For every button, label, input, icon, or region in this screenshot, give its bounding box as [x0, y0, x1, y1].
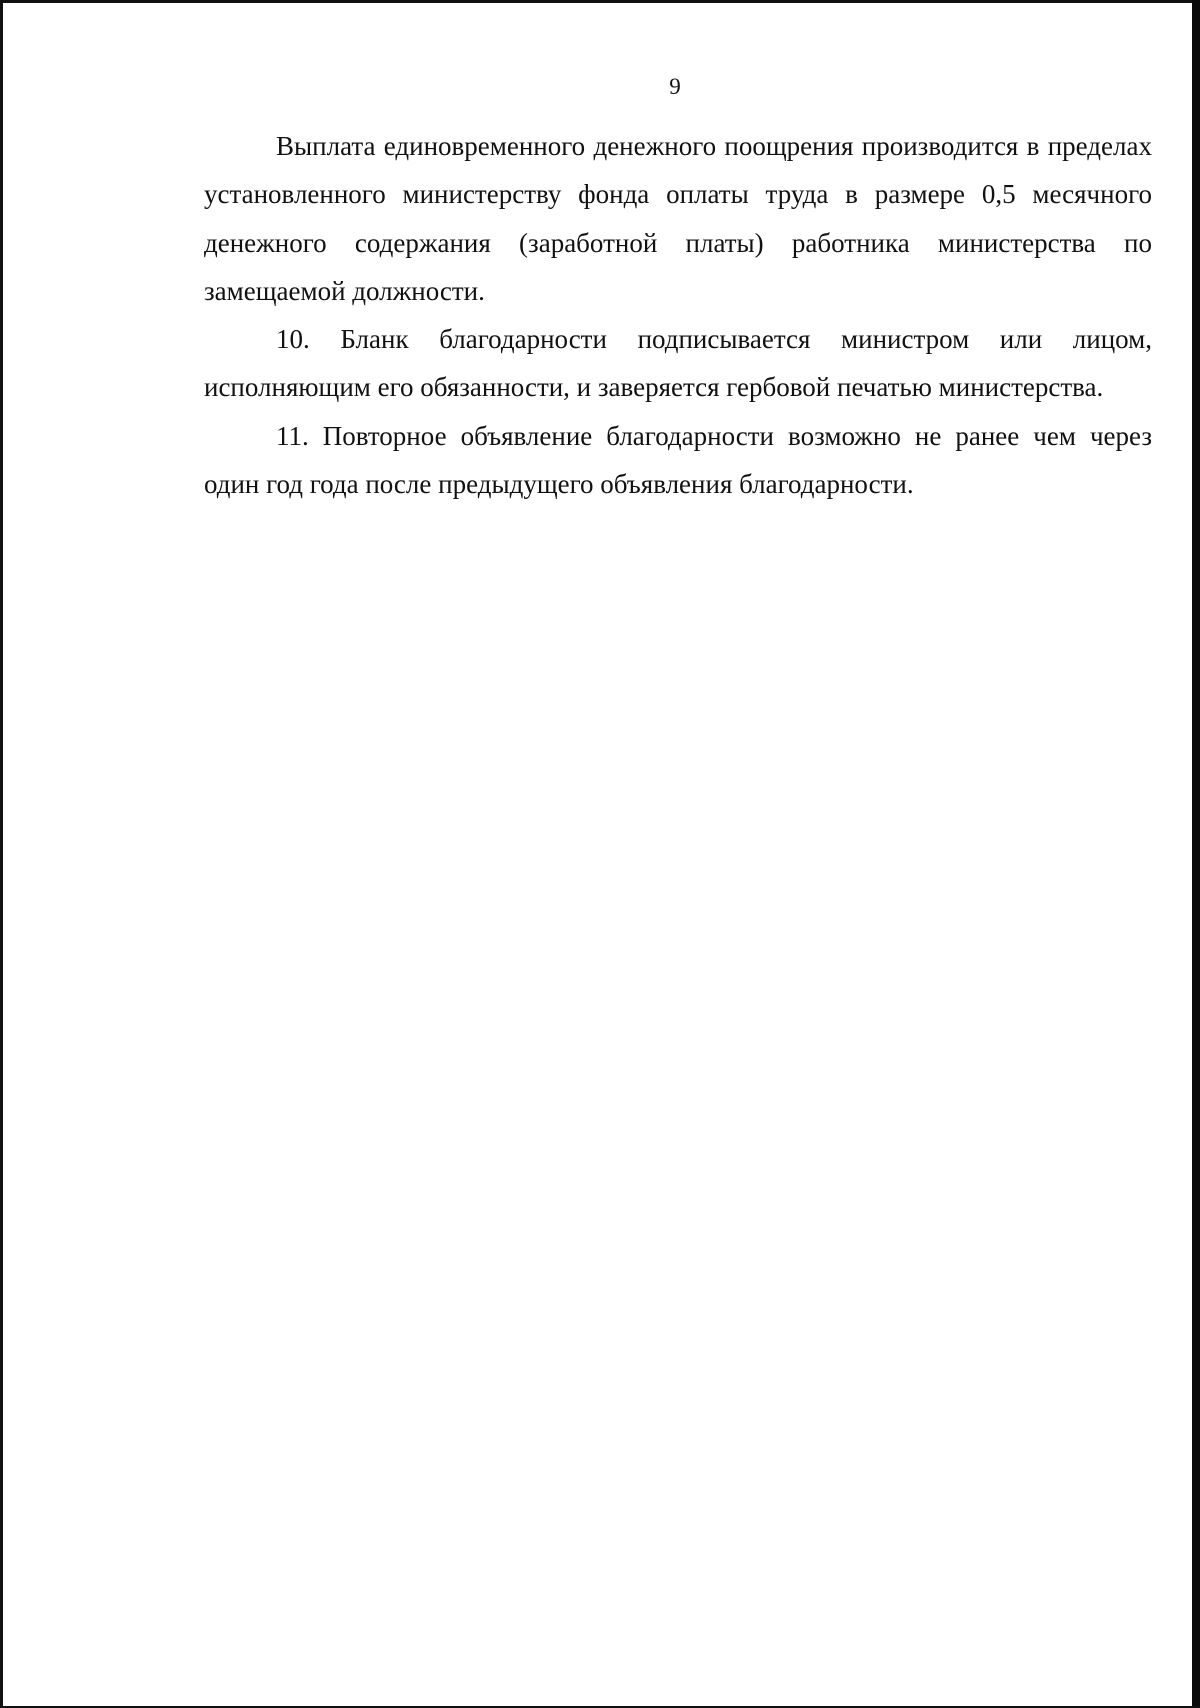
scan-border-right — [1192, 0, 1200, 1708]
scan-border-top — [0, 0, 1200, 3]
page-number: 9 — [669, 74, 681, 99]
scan-border-left — [0, 0, 3, 1708]
document-body — [204, 122, 1152, 508]
paragraph-item-10: 10. Бланк благодарности подписывается министром или лицом, исполняющим его обязанности, и заверяется гербовой печатью министерства. — [204, 324, 1152, 403]
paragraph-item-11: 11. Повторное объявление благодарности возможно не ранее чем через один год года после предыдущего объявления благодарности. — [204, 420, 1152, 500]
paragraph-payment: Выплата единовременного денежного поощрения производится в пределах установленного министерству фонда оплаты труда в размере 0,5 месячного денежного содержания (заработной платы) работника министерства по замещаемой должности. — [204, 131, 1152, 306]
